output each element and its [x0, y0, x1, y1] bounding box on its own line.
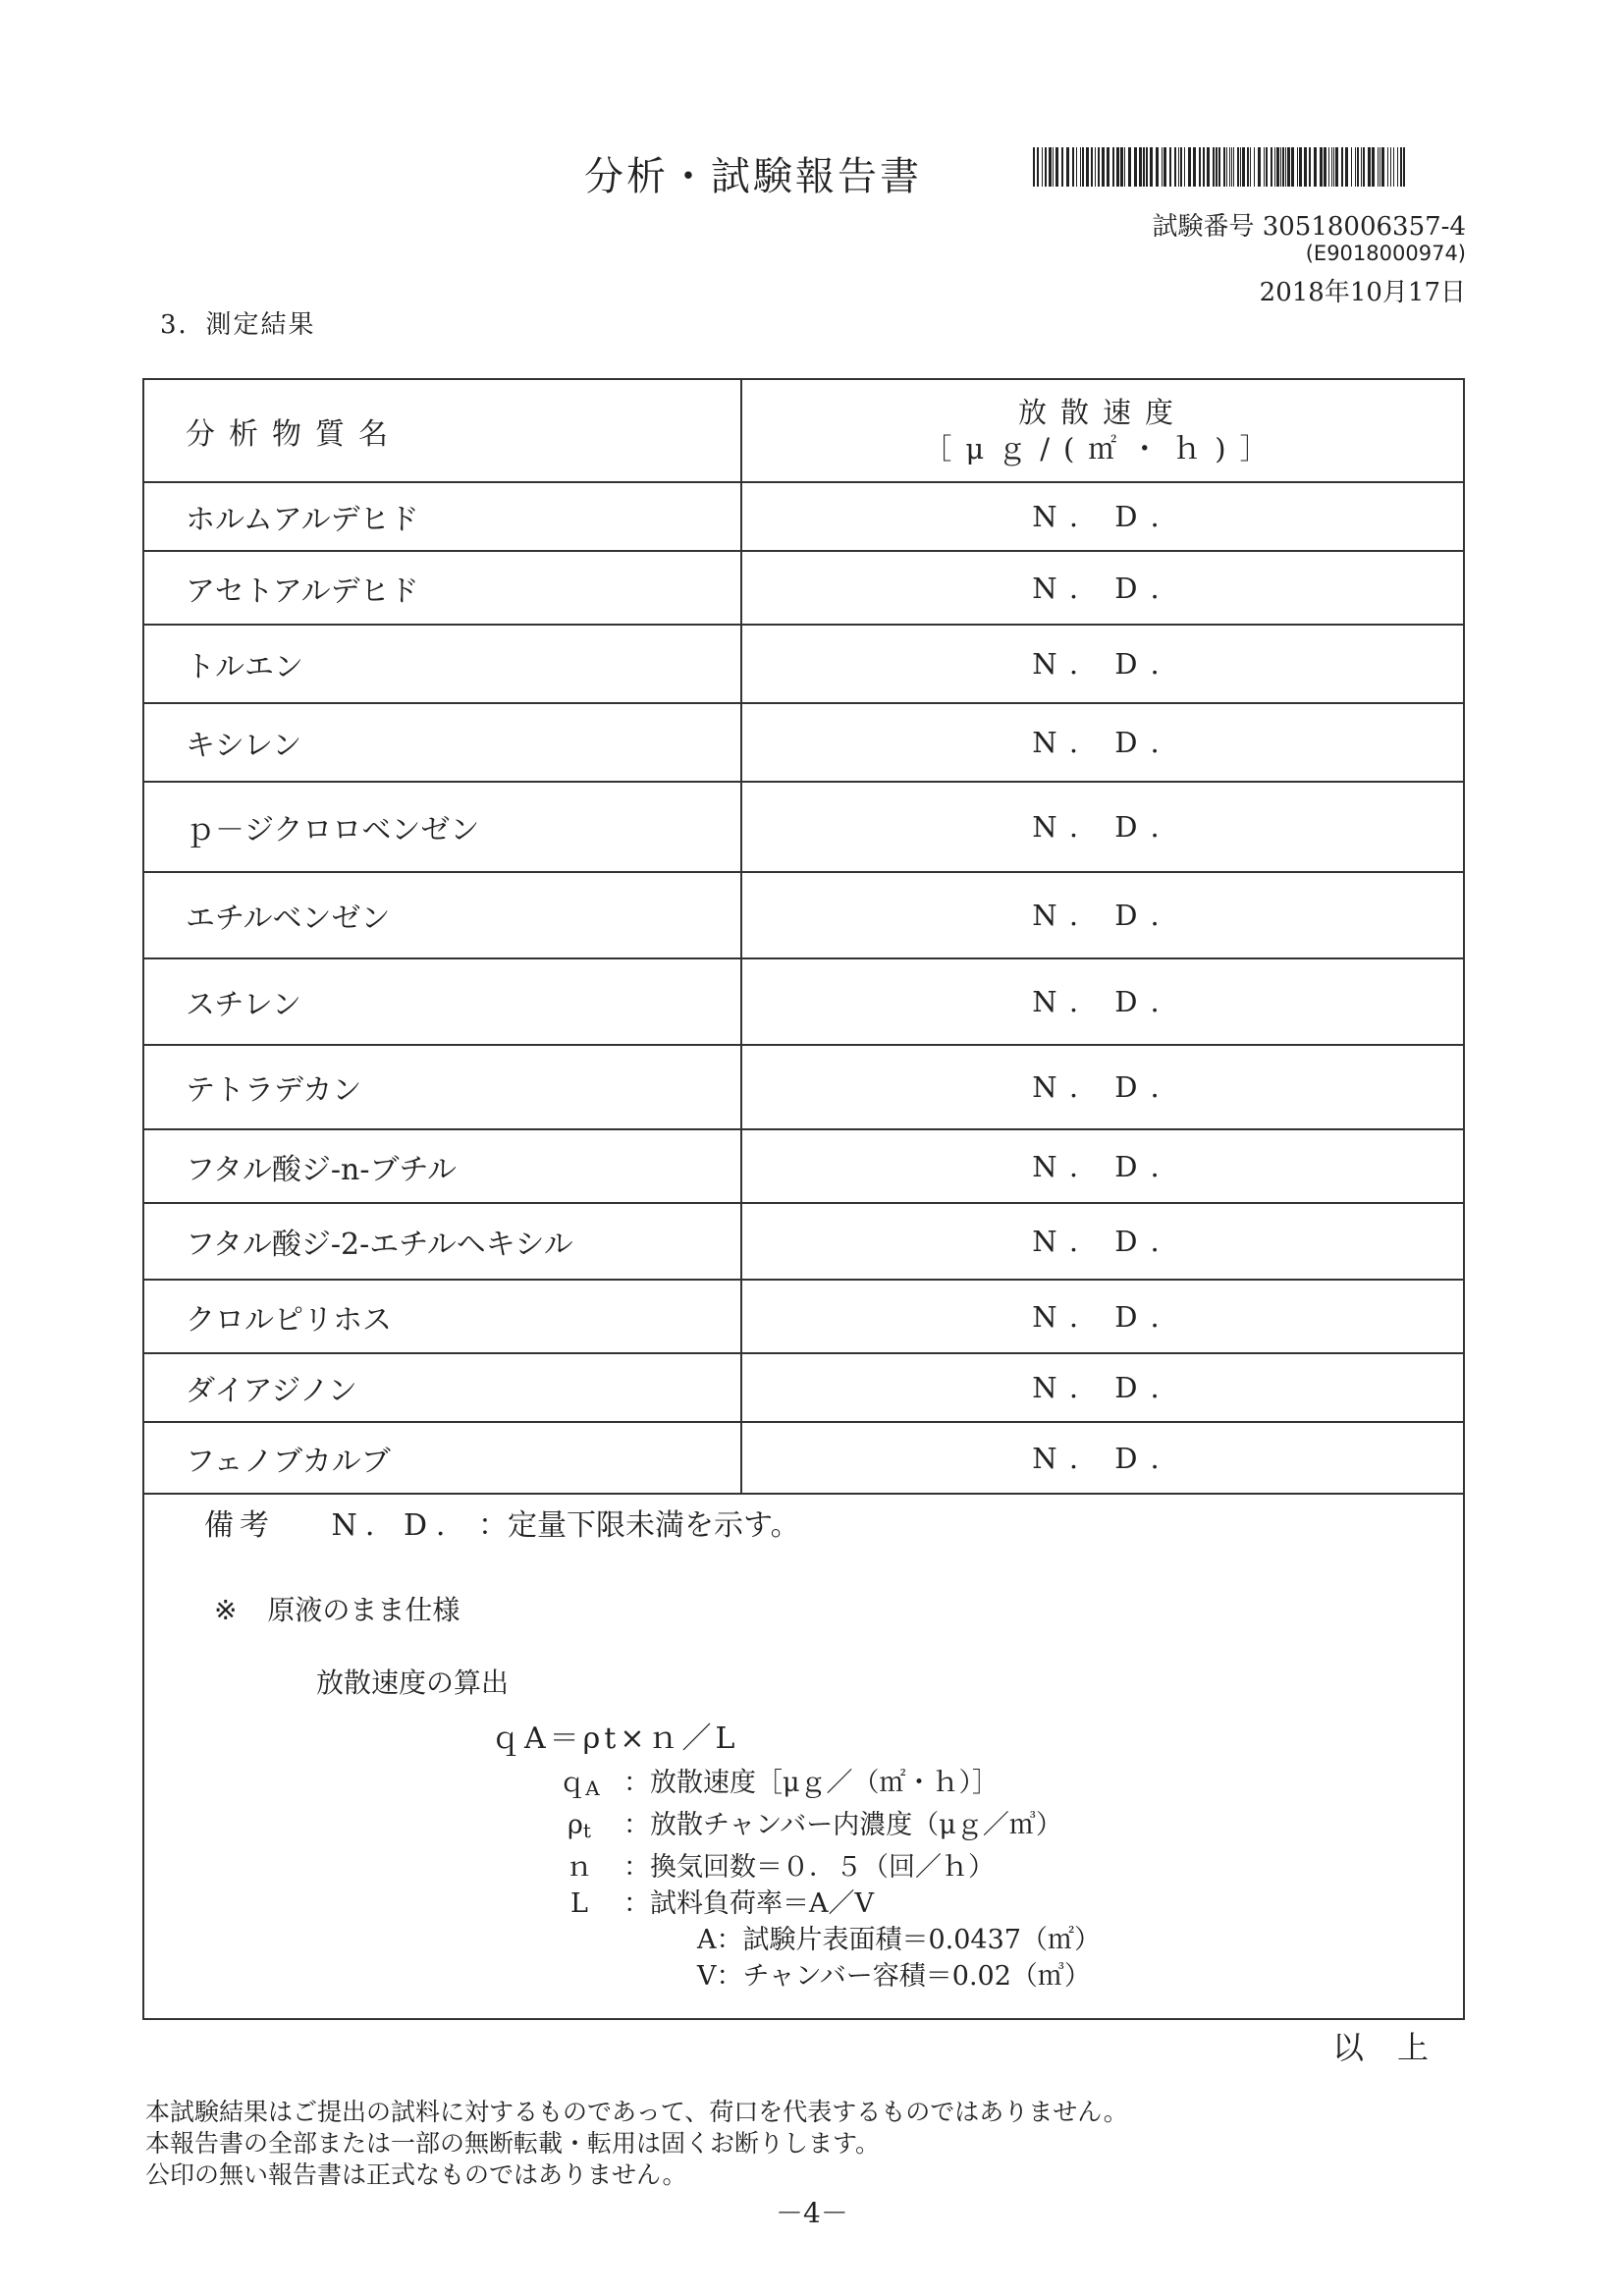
- report-code: (E9018000974): [1305, 242, 1466, 265]
- emission-rate-value: N. D.: [741, 551, 1464, 625]
- closing-mark: 以上: [1332, 2029, 1463, 2066]
- table-row: [143, 782, 1464, 872]
- table-row: [143, 1353, 1464, 1422]
- substance-name: フェノブカルブ: [143, 1422, 741, 1494]
- spec-text: 原液のまま仕様: [267, 1594, 460, 1626]
- remark-nd: N. D.: [331, 1508, 456, 1543]
- def-qa-desc: ：放散速度［μｇ／（㎡・ｈ）］: [623, 1768, 1000, 1798]
- footer-line-3: 公印の無い報告書は正式なものではありません。: [145, 2160, 687, 2189]
- substance-name: ｐ－ジクロロベンゼン: [143, 782, 741, 872]
- header-emission-rate-unit: ［μｇ/(㎡・ｈ)］: [923, 431, 1282, 465]
- test-number: 試験番号 30518006357-4: [1152, 212, 1466, 242]
- table-row: [143, 551, 1464, 625]
- def-n-desc: ：換気回数＝０．５（回／ｈ）: [623, 1852, 995, 1883]
- def-qa-symbol: ｑ: [559, 1768, 586, 1798]
- emission-rate-value: N. D.: [741, 1353, 1464, 1422]
- remark: [204, 1501, 800, 1544]
- page-number: －4－: [776, 2197, 848, 2229]
- footer-line-1: 本試験結果はご提出の試料に対するものであって、荷口を代表するものではありません。: [145, 2098, 1128, 2126]
- note-mark: ※: [214, 1594, 238, 1626]
- header-substance: 分析物質名: [143, 379, 741, 482]
- substance-name: ホルムアルデヒド: [143, 482, 741, 551]
- substance-name: フタル酸ジ-n-ブチル: [143, 1129, 741, 1203]
- substance-name: エチルベンゼン: [143, 872, 741, 958]
- footer-line-2: 本報告書の全部または一部の無断転載・転用は固くお断りします。: [145, 2129, 881, 2158]
- substance-name: トルエン: [143, 625, 741, 703]
- emission-rate-value: N. D.: [741, 1045, 1464, 1129]
- remark-label: 備考: [204, 1508, 275, 1543]
- def-rho-desc: ：放散チャンバー内濃度（μｇ／㎥）: [623, 1810, 1062, 1840]
- def-rho: [535, 1807, 1101, 1849]
- def-n: [535, 1849, 1101, 1886]
- def-l: [535, 1886, 1101, 1922]
- substance-name: スチレン: [143, 958, 741, 1045]
- formula: ｑA＝ρt×ｎ／L: [491, 1722, 739, 1756]
- table-row: [143, 1129, 1464, 1203]
- emission-rate-value: N. D.: [741, 703, 1464, 782]
- table-row: [143, 482, 1464, 551]
- table-header-row: [143, 379, 1464, 482]
- emission-rate-value: N. D.: [741, 782, 1464, 872]
- remark-text: ：定量下限未満を示す。: [478, 1508, 800, 1543]
- header-emission-rate: [741, 379, 1464, 482]
- def-l-symbol: L: [570, 1888, 588, 1919]
- def-rho-symbol: ρ: [568, 1810, 583, 1840]
- table-row: [143, 1422, 1464, 1494]
- section-title: 3．測定結果: [160, 310, 316, 340]
- substance-name: テトラデカン: [143, 1045, 741, 1129]
- emission-rate-value: N. D.: [741, 625, 1464, 703]
- spec-note: [214, 1589, 460, 1628]
- def-n-symbol: ｎ: [566, 1852, 593, 1883]
- table-row: [143, 1203, 1464, 1280]
- emission-rate-value: N. D.: [741, 1422, 1464, 1494]
- emission-rate-value: N. D.: [741, 958, 1464, 1045]
- report-title: 分析・試験報告書: [584, 154, 922, 199]
- table-row: [143, 1045, 1464, 1129]
- def-l-desc: ：試料負荷率＝A／V: [623, 1888, 874, 1919]
- def-rho-subscript: t: [582, 1819, 591, 1842]
- substance-name: キシレン: [143, 703, 741, 782]
- table-row: [143, 703, 1464, 782]
- emission-rate-value: N. D.: [741, 1280, 1464, 1353]
- substance-name: クロルピリホス: [143, 1280, 741, 1353]
- table-row: [143, 1280, 1464, 1353]
- barcode: [1033, 147, 1409, 187]
- table-row: [143, 872, 1464, 958]
- header-emission-rate-label: 放散速度: [1017, 395, 1187, 429]
- table-row: [143, 958, 1464, 1045]
- footer-notes: [145, 2097, 1128, 2191]
- emission-rate-value: N. D.: [741, 482, 1464, 551]
- emission-rate-value: N. D.: [741, 1129, 1464, 1203]
- def-a: A：試験片表面積＝0.0437（㎡）: [697, 1925, 1101, 1955]
- formula-definitions: [535, 1765, 1101, 1995]
- report-date: 2018年10月17日: [1259, 278, 1466, 307]
- substance-name: フタル酸ジ-2-エチルヘキシル: [143, 1203, 741, 1280]
- substance-name: ダイアジノン: [143, 1353, 741, 1422]
- results-table: [142, 378, 1465, 1495]
- def-qa: [535, 1765, 1101, 1807]
- def-qa-subscript: A: [585, 1777, 600, 1800]
- table-row: [143, 625, 1464, 703]
- substance-name: アセトアルデヒド: [143, 551, 741, 625]
- calc-title: 放散速度の算出: [316, 1667, 510, 1699]
- emission-rate-value: N. D.: [741, 1203, 1464, 1280]
- emission-rate-value: N. D.: [741, 872, 1464, 958]
- def-v: V：チャンバー容積＝0.02（㎥）: [697, 1961, 1091, 1992]
